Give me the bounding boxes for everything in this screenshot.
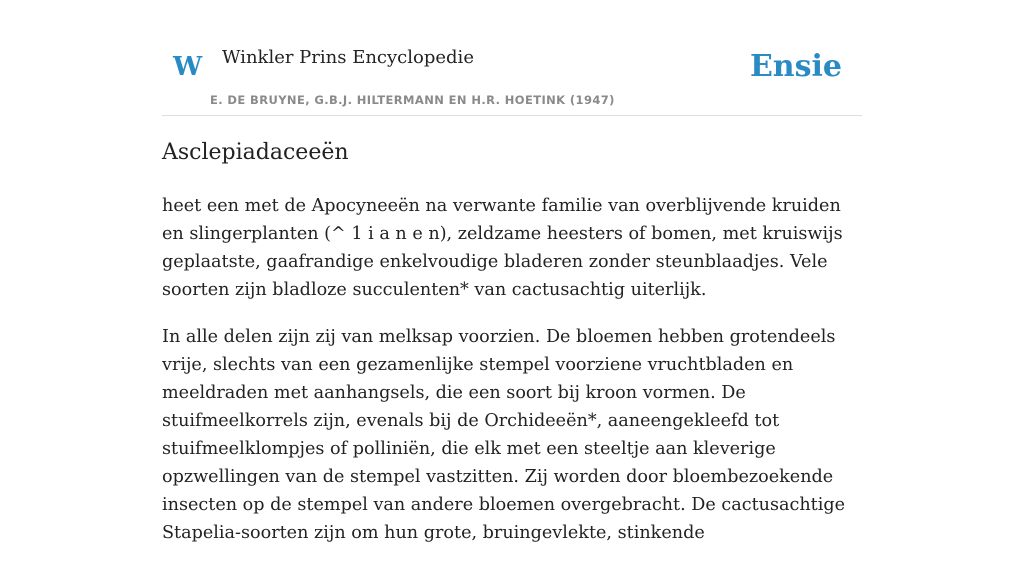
site-header xyxy=(162,38,862,116)
ensie-brand-logo[interactable]: Ensie xyxy=(749,49,842,84)
winkler-prins-logo[interactable]: W xyxy=(173,52,203,82)
article-body xyxy=(162,192,862,566)
article-paragraph: In alle delen zijn zij van melksap voorzien. De bloemen hebben grotendeels vrije, slechts van een gezamenlijke stempel voorziene vruchtbladen en meeldraden met aanhangsels, die een soort bij kroon vormen. De stuifmeelkorrels zijn, evenals bij de Orchideeën*, aaneengekleefd tot stuifmeelklompjes of polliniën, die elk met een steeltje aan kleverige opzwellingen van de stempel vastzitten. Zij worden door bloembezoekende insecten op de stempel van andere bloemen overgebracht. De cactusachtige Stapelia-soorten zijn om hun grote, bruingevlekte, stinkende xyxy=(162,327,846,543)
article-paragraph: heet een met de Apocyneeën na verwante familie van overblijvende kruiden en slingerplanten (^ 1 i a n e n), zeldzame heesters of bomen, met kruiswijs geplaatste, gaafrandige enkelvoudige bladeren zonder steunblaadjes. Vele soorten zijn bladloze succulenten* van cactusachtig uiterlijk. xyxy=(162,196,843,300)
entry-title: Asclepiadaceeën xyxy=(162,140,349,165)
work-title-link[interactable]: Winkler Prins Encyclopedie xyxy=(222,47,474,68)
authors-line: E. DE BRUYNE, G.B.J. HILTERMANN EN H.R. HOETINK (1947) xyxy=(210,93,615,107)
